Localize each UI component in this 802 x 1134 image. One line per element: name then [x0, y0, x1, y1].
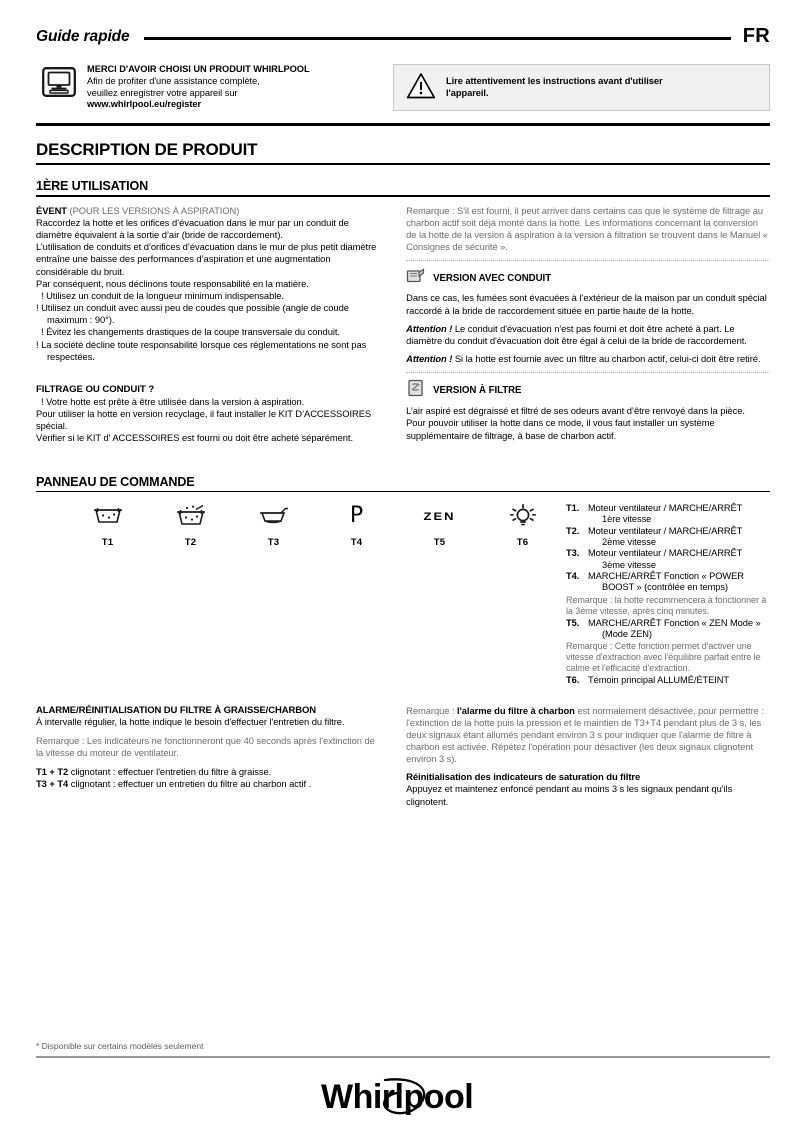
subsection-title-control-panel: PANNEAU DE COMMANDE	[36, 474, 195, 489]
legend-body-t4	[588, 571, 770, 594]
alarm-line-2-keys: T3 + T4	[36, 778, 69, 790]
alarm-line-t3-t4	[36, 778, 380, 790]
alarm-left-column	[36, 705, 390, 808]
control-key-label-t4: T4	[350, 537, 363, 549]
control-key-t3[interactable]	[232, 501, 315, 686]
filter-version-icon	[406, 379, 425, 402]
legend-key-t3: T3.	[566, 548, 580, 559]
power-boost-p-icon	[315, 501, 398, 531]
filtering-or-duct-line-3: Vérifier si le KIT d' ACCESSOIRES est fourni ou doit être acheté séparément.	[36, 432, 353, 444]
svg-text:Whirlpool: Whirlpool	[321, 1078, 474, 1116]
attention-label-1: Attention !	[406, 322, 453, 334]
alarm-section-note: Remarque : Les indicateurs ne fonctionneront que 40 seconds après l'extinction de la vitesse du moteur de ventilateur.	[36, 734, 375, 758]
vent-suffix: (POUR LES VERSIONS À ASPIRATION)	[69, 204, 240, 216]
legend-body-t6	[588, 675, 770, 686]
legend-t5-line-1: MARCHE/ARRÊT Fonction « ZEN Mode »	[588, 617, 761, 628]
alarm-right-note-bold: l'alarme du filtre à charbon	[457, 704, 575, 716]
legend-item-t5	[566, 618, 770, 641]
dotted-separator-1	[406, 260, 770, 261]
zen-mode-glyph: ZEN	[423, 509, 456, 523]
legend-item-t2	[566, 526, 770, 549]
legend-key-t4: T4.	[566, 571, 580, 582]
control-panel-block	[36, 501, 770, 686]
section-title-product-description: DESCRIPTION DE PRODUIT	[36, 140, 258, 159]
filter-version-paragraph-1: L’air aspiré est dégraissé et filtré de ses odeurs avant d’être renvoyé dans la pièce.	[406, 405, 745, 417]
filtering-or-duct-line-2: Pour utiliser la hotte en version recyclage, il faut installer le KIT D’ACCESSOIRES spécial.	[36, 408, 372, 432]
control-key-t2[interactable]	[149, 501, 232, 686]
warning-text	[446, 76, 663, 99]
first-use-paragraph-2: L’utilisation de conduits et d’orifices d’évacuation dans le mur de plus petit diamètre entraîne une baisse des performances d’aspiration et une augmentation considérable du bruit.	[36, 241, 377, 277]
control-key-label-t3: T3	[267, 537, 280, 549]
guide-title: Guide rapide	[36, 28, 130, 45]
alarm-line-2-text: clignotant : effectuer un entretien du filtre au charbon actif .	[68, 778, 312, 790]
alarm-right-note	[406, 705, 770, 766]
duct-version-attention-1	[406, 323, 770, 347]
first-use-paragraph-3: Par conséquent, nous déclinons toute responsabilité en la matière.	[36, 277, 309, 289]
legend-t1-line-2: 1ère vitesse	[602, 514, 652, 525]
register-line-2: veuillez enregistrer votre appareil sur	[87, 87, 238, 98]
duct-version-title: VERSION AVEC CONDUIT	[433, 272, 552, 284]
legend-note-t5: Remarque : Cette fonction permet d'activer une vitesse d'extraction avec l’équilibre parfait entre le calme et l'efficacité d'extraction.	[566, 641, 761, 674]
control-key-label-t1: T1	[101, 537, 114, 549]
monitor-register-icon	[42, 67, 76, 102]
legend-item-t3	[566, 548, 770, 571]
legend-item-t4	[566, 571, 770, 594]
filter-version-title: VERSION À FILTRE	[433, 385, 522, 397]
attention-text-2: Si la hotte est fournie avec un filtre au charbon actif, celui-ci doit être retiré.	[452, 353, 761, 365]
legend-item-t1	[566, 503, 770, 526]
register-text	[87, 64, 310, 110]
warning-line-1: Lire attentivement les instructions avant d'utiliser	[446, 75, 663, 86]
attention-label-2: Attention !	[406, 353, 453, 365]
filter-version-paragraph-2: Pour pouvoir utiliser la hotte dans ce mode, il vous faut installer un système supplémentaire de filtrage, à base de charbon actif.	[406, 417, 715, 441]
control-key-t4[interactable]	[315, 501, 398, 686]
legend-t5-line-2: (Mode ZEN)	[602, 629, 652, 639]
vent-heading-line	[36, 205, 380, 217]
register-headline: MERCI D'AVOIR CHOISI UN PRODUIT WHIRLPOOL	[87, 64, 310, 74]
vent-label: ÉVENT	[36, 204, 67, 216]
filter-version-heading	[406, 379, 770, 402]
first-use-paragraph-1: Raccordez la hotte et les orifices d’évacuation dans le mur par un conduit de diamètre équivalent à la sortie d’air (bride de raccordement).	[36, 216, 349, 241]
fan-speed-2-icon	[149, 501, 232, 531]
document-footer	[36, 1041, 770, 1120]
footer-divider-line	[36, 1056, 770, 1058]
register-url: www.whirlpool.eu/register	[87, 98, 202, 109]
header-divider-line	[144, 37, 731, 40]
legend-note-t4: Remarque : la hotte recommencera à fonctionner à la 3ème vitesse, après cinq minutes.	[566, 594, 767, 616]
control-panel-keys	[36, 501, 564, 686]
legend-key-t6: T6.	[566, 675, 580, 686]
footer-footnote: * Disponible sur certains modèles seulement	[36, 1041, 204, 1052]
legend-body-t1	[588, 503, 770, 526]
first-use-bullet-2: ! Utilisez un conduit avec aussi peu de coudes que possible (angle de coude maximum : 90°).	[36, 302, 349, 326]
alarm-section-intro: À intervalle régulier, la hotte indique le besoin d'effectuer l'entretien du filtre.	[36, 715, 345, 727]
zen-mode-icon	[398, 501, 481, 531]
subsection-title-first-use: 1ÈRE UTILISATION	[36, 179, 149, 194]
legend-t2-line-2: 2ème vitesse	[602, 537, 656, 548]
legend-t3-line-1: Moteur ventilateur / MARCHE/ARRÊT	[588, 548, 743, 559]
first-use-right-column	[406, 205, 770, 445]
alarm-section-title: ALARME/RÉINITIALISATION DU FILTRE À GRAISSE/CHARBON	[36, 704, 317, 716]
alarm-right-note-rest: est normalement désactivée, pour permettre : l'extinction de la hotte puis la pression et le maintien de T3+T4 pendant plus de 3 s, les deux signaux étant allumés pendant environ 3 s pour indiquer que l'alarme de filtre à charbon est activée. Répétez l'opération pour désactiver (les deux signaux clignotent environ 3 s).	[406, 704, 764, 765]
control-panel-legend	[566, 501, 770, 686]
subsection-title-underline	[36, 195, 770, 197]
control-key-t1[interactable]	[66, 501, 149, 686]
first-use-bullet-1: ! Utilisez un conduit de la longueur minimum indispensable.	[41, 289, 284, 301]
warning-box	[393, 64, 770, 111]
reset-indicators-text: Appuyez et maintenez enfoncé pendant au moins 3 s les signaux pendant qu'ils clignotent.	[406, 783, 733, 807]
control-key-t6[interactable]	[481, 501, 564, 686]
control-key-label-t6: T6	[516, 537, 529, 549]
control-key-t5[interactable]	[398, 501, 481, 686]
legend-t2-line-1: Moteur ventilateur / MARCHE/ARRÊT	[588, 525, 743, 536]
register-line-1: Afin de profiter d'une assistance complète,	[87, 76, 260, 87]
right-column-note: Remarque : S'il est fourni, il peut arriver dans certains cas que le système de filtrage au charbon actif soit déjà monté dans la hotte. Les informations concernant la conversion de la hotte de la version à aspiration à la version à filtration se trouvent dans le Manuel « Consignes de sécurité ».	[406, 204, 768, 253]
legend-key-t2: T2.	[566, 525, 580, 536]
alarm-right-note-prefix: Remarque :	[406, 704, 458, 716]
legend-t1-line-1: Moteur ventilateur / MARCHE/ARRÊT	[588, 503, 743, 514]
legend-t4-line-1: MARCHE/ARRÊT Fonction « POWER	[588, 571, 744, 582]
dotted-separator-2	[406, 372, 770, 373]
legend-t4-line-2: BOOST » (contrôlée en temps)	[602, 582, 729, 593]
duct-version-heading	[406, 267, 770, 289]
legend-t3-line-2: 3ème vitesse	[602, 559, 656, 570]
filtering-or-duct-line-1: ! Votre hotte est prête à être utilisée dans la version à aspiration.	[41, 395, 305, 407]
whirlpool-logo	[36, 1074, 770, 1120]
control-key-label-t5: T5	[433, 537, 446, 549]
filtering-or-duct-title: FILTRAGE OU CONDUIT ?	[36, 383, 155, 395]
reset-indicators-title: Réinitialisation des indicateurs de saturation du filtre	[406, 772, 641, 784]
alarm-line-1-text: clignotant : effectuer l'entretien du filtre à graisse.	[68, 766, 272, 778]
first-use-bullet-3: ! Évitez les changements drastiques de la coupe transversale du conduit.	[41, 326, 340, 338]
light-bulb-icon	[481, 501, 564, 531]
warning-triangle-icon	[406, 72, 436, 104]
legend-key-t1: T1.	[566, 503, 580, 514]
control-panel-title-underline	[36, 491, 770, 493]
legend-item-t6	[566, 675, 770, 686]
header-content-row	[36, 64, 770, 111]
first-use-left-column	[36, 205, 390, 445]
language-code: FR	[742, 24, 770, 47]
fan-speed-3-icon	[232, 501, 315, 531]
duct-version-icon	[406, 267, 425, 289]
legend-body-t3	[588, 548, 770, 571]
first-use-bullet-4: ! La société décline toute responsabilité lorsque ces réglementations ne sont pas respectées.	[36, 338, 367, 362]
alarm-line-t1-t2	[36, 766, 380, 778]
first-use-columns	[36, 205, 770, 445]
duct-version-paragraph: Dans ce cas, les fumées sont évacuées à l’extérieur de la maison par un conduit spécial raccordé à la bride de raccordement située en partie haute de la hotte.	[406, 292, 767, 316]
header-bottom-rule	[36, 123, 770, 126]
warning-line-2: l'appareil.	[446, 87, 489, 98]
document-header-bar	[36, 22, 770, 52]
alarm-columns	[36, 705, 770, 808]
legend-key-t5: T5.	[566, 617, 580, 628]
fan-speed-1-icon	[66, 501, 149, 531]
attention-text-1: Le conduit d'évacuation n'est pas fourni et doit être acheté à part. Le diamètre du conduit d'évacuation doit être égal à celui de la bride de raccordement.	[406, 322, 747, 346]
legend-body-t2	[588, 526, 770, 549]
section-title-underline	[36, 163, 770, 165]
power-boost-p-glyph: P	[349, 503, 364, 529]
register-block	[36, 64, 393, 110]
alarm-right-column	[406, 705, 770, 808]
legend-t6-line-1: Témoin principal ALLUMÉ/ÉTEINT	[588, 675, 730, 686]
alarm-line-1-keys: T1 + T2	[36, 766, 69, 778]
duct-version-attention-2	[406, 353, 770, 365]
legend-body-t5	[588, 618, 770, 641]
control-key-label-t2: T2	[184, 537, 197, 549]
